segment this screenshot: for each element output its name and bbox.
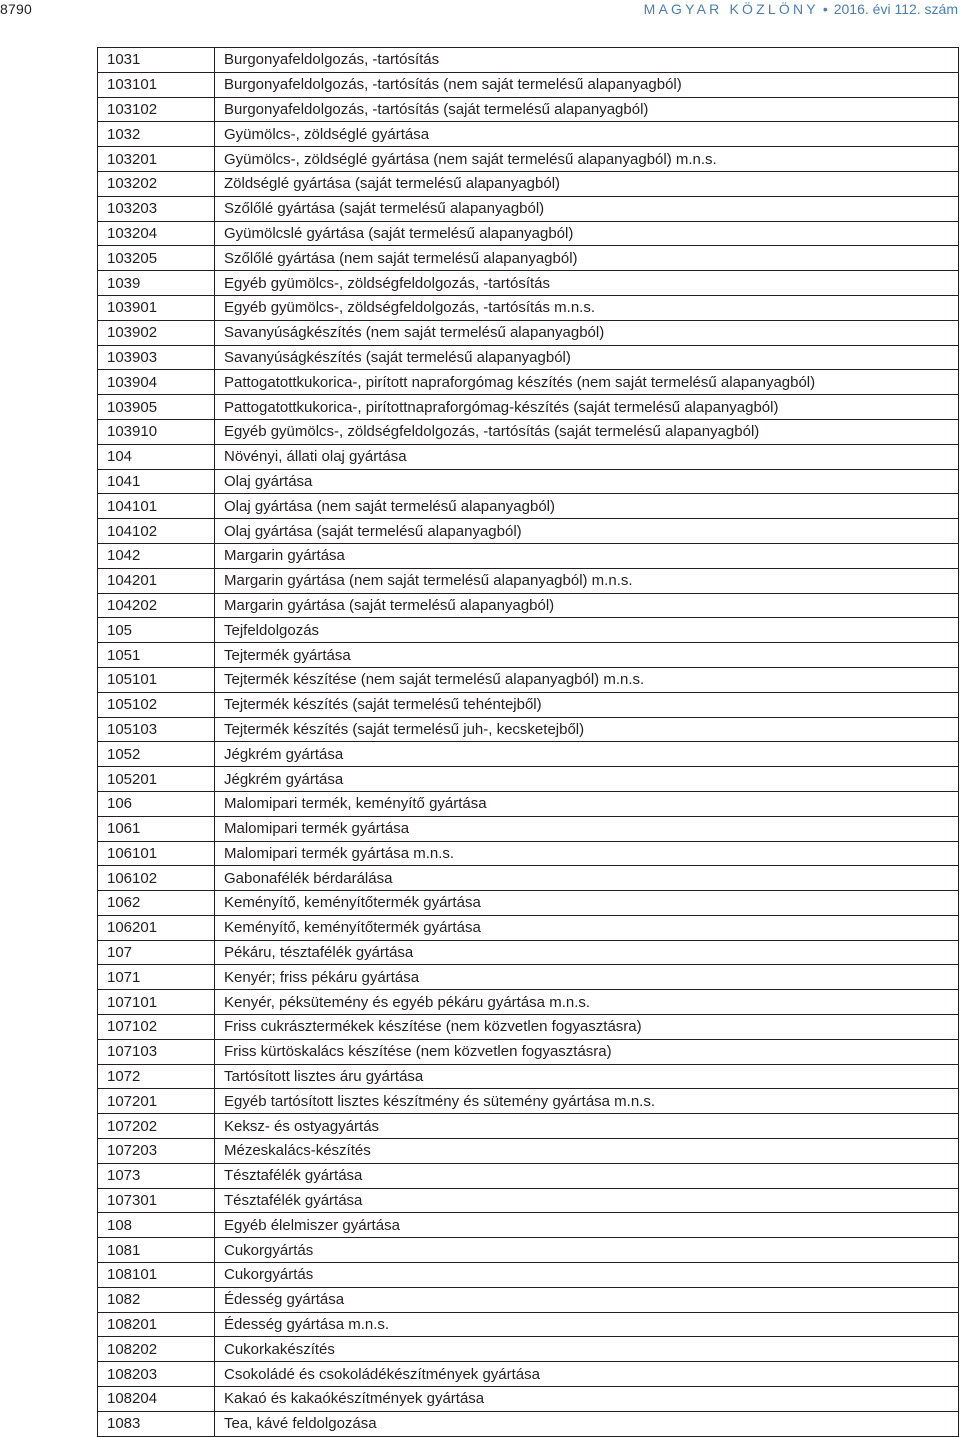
activity-description: Keményítő, keményítőtermék gyártása bbox=[215, 891, 959, 916]
table-row bbox=[98, 221, 959, 246]
activity-code: 105102 bbox=[98, 692, 215, 717]
activity-code: 108202 bbox=[98, 1337, 215, 1362]
table-row bbox=[98, 1163, 959, 1188]
table-row bbox=[98, 1089, 959, 1114]
activity-code: 105201 bbox=[98, 767, 215, 792]
table-row bbox=[98, 1114, 959, 1139]
table-row bbox=[98, 593, 959, 618]
bullet-separator: • bbox=[822, 1, 828, 17]
page-number: 8790 bbox=[0, 1, 32, 17]
table-row bbox=[98, 295, 959, 320]
table-row bbox=[98, 97, 959, 122]
running-title bbox=[644, 1, 958, 17]
activity-description: Malomipari termék gyártása bbox=[215, 816, 959, 841]
activity-description: Burgonyafeldolgozás, -tartósítás bbox=[215, 48, 959, 73]
activity-code: 107202 bbox=[98, 1114, 215, 1139]
activity-code: 107301 bbox=[98, 1188, 215, 1213]
table-row bbox=[98, 1287, 959, 1312]
table-row bbox=[98, 692, 959, 717]
activity-code: 103202 bbox=[98, 171, 215, 196]
table-row bbox=[98, 543, 959, 568]
table-row bbox=[98, 444, 959, 469]
table-row bbox=[98, 891, 959, 916]
table-row bbox=[98, 519, 959, 544]
activity-description: Egyéb tartósított lisztes készítmény és sütemény gyártása m.n.s. bbox=[215, 1089, 959, 1114]
activity-code: 107103 bbox=[98, 1039, 215, 1064]
activity-description: Friss cukrásztermékek készítése (nem közvetlen fogyasztásra) bbox=[215, 1015, 959, 1040]
table-row bbox=[98, 271, 959, 296]
activity-code: 103902 bbox=[98, 320, 215, 345]
activity-code: 1031 bbox=[98, 48, 215, 73]
table-row bbox=[98, 1064, 959, 1089]
activity-description: Gyümölcslé gyártása (saját termelésű alapanyagból) bbox=[215, 221, 959, 246]
table-row bbox=[98, 370, 959, 395]
activity-description: Tésztafélék gyártása bbox=[215, 1188, 959, 1213]
activity-code: 107201 bbox=[98, 1089, 215, 1114]
activity-description: Cukorgyártás bbox=[215, 1263, 959, 1288]
table-row bbox=[98, 1312, 959, 1337]
activity-description: Olaj gyártása (nem saját termelésű alapanyagból) bbox=[215, 494, 959, 519]
table-row bbox=[98, 742, 959, 767]
activity-code: 108 bbox=[98, 1213, 215, 1238]
activity-code: 1081 bbox=[98, 1238, 215, 1263]
activity-description: Tejfeldolgozás bbox=[215, 618, 959, 643]
activity-code: 1039 bbox=[98, 271, 215, 296]
activity-code: 1072 bbox=[98, 1064, 215, 1089]
activity-description: Jégkrém gyártása bbox=[215, 767, 959, 792]
activity-description: Kenyér, péksütemény és egyéb pékáru gyártása m.n.s. bbox=[215, 990, 959, 1015]
table-row bbox=[98, 915, 959, 940]
activity-code: 106201 bbox=[98, 915, 215, 940]
table-row bbox=[98, 990, 959, 1015]
activity-description: Savanyúságkészítés (nem saját termelésű alapanyagból) bbox=[215, 320, 959, 345]
activity-code: 106101 bbox=[98, 841, 215, 866]
activity-code: 1062 bbox=[98, 891, 215, 916]
table-row bbox=[98, 147, 959, 172]
table-row bbox=[98, 171, 959, 196]
activity-description: Kenyér; friss pékáru gyártása bbox=[215, 965, 959, 990]
table-row bbox=[98, 1015, 959, 1040]
table-row bbox=[98, 469, 959, 494]
activity-description: Tésztafélék gyártása bbox=[215, 1163, 959, 1188]
activity-code: 103204 bbox=[98, 221, 215, 246]
activity-code: 103905 bbox=[98, 395, 215, 420]
activity-code: 1071 bbox=[98, 965, 215, 990]
activity-code: 107101 bbox=[98, 990, 215, 1015]
activity-description: Zöldséglé gyártása (saját termelésű alapanyagból) bbox=[215, 171, 959, 196]
table-row bbox=[98, 1188, 959, 1213]
activity-code: 1051 bbox=[98, 643, 215, 668]
table-row bbox=[98, 494, 959, 519]
table-row bbox=[98, 965, 959, 990]
activity-description: Tejtermék gyártása bbox=[215, 643, 959, 668]
activity-description: Jégkrém gyártása bbox=[215, 742, 959, 767]
activity-description: Savanyúságkészítés (saját termelésű alapanyagból) bbox=[215, 345, 959, 370]
table-row bbox=[98, 841, 959, 866]
activity-code: 1082 bbox=[98, 1287, 215, 1312]
table-row bbox=[98, 643, 959, 668]
activity-description: Édesség gyártása bbox=[215, 1287, 959, 1312]
activity-code: 104 bbox=[98, 444, 215, 469]
activity-description: Malomipari termék, keményítő gyártása bbox=[215, 791, 959, 816]
activity-code: 1061 bbox=[98, 816, 215, 841]
table-row bbox=[98, 1337, 959, 1362]
activity-description: Szőlőlé gyártása (nem saját termelésű alapanyagból) bbox=[215, 246, 959, 271]
table-row bbox=[98, 1411, 959, 1436]
table-row bbox=[98, 717, 959, 742]
table-row bbox=[98, 568, 959, 593]
activity-description: Kakaó és kakaókészítmények gyártása bbox=[215, 1387, 959, 1412]
activity-code: 106 bbox=[98, 791, 215, 816]
activity-code: 105 bbox=[98, 618, 215, 643]
table-row bbox=[98, 72, 959, 97]
activity-code: 104201 bbox=[98, 568, 215, 593]
activity-code: 103203 bbox=[98, 196, 215, 221]
activity-description: Olaj gyártása bbox=[215, 469, 959, 494]
activity-description: Pékáru, tésztafélék gyártása bbox=[215, 940, 959, 965]
activity-code: 1073 bbox=[98, 1163, 215, 1188]
activity-description: Keksz- és ostyagyártás bbox=[215, 1114, 959, 1139]
activity-code: 103101 bbox=[98, 72, 215, 97]
activity-code: 103205 bbox=[98, 246, 215, 271]
activity-description: Margarin gyártása (nem saját termelésű alapanyagból) m.n.s. bbox=[215, 568, 959, 593]
activity-description: Tejtermék készítése (nem saját termelésű alapanyagból) m.n.s. bbox=[215, 667, 959, 692]
activity-code: 107 bbox=[98, 940, 215, 965]
table-row bbox=[98, 1238, 959, 1263]
activity-description: Tartósított lisztes áru gyártása bbox=[215, 1064, 959, 1089]
activity-description: Gyümölcs-, zöldséglé gyártása (nem saját termelésű alapanyagból) m.n.s. bbox=[215, 147, 959, 172]
activity-code: 104101 bbox=[98, 494, 215, 519]
activity-code: 107203 bbox=[98, 1139, 215, 1164]
activity-code: 1032 bbox=[98, 122, 215, 147]
table-row bbox=[98, 1263, 959, 1288]
table-row bbox=[98, 618, 959, 643]
table-row bbox=[98, 196, 959, 221]
activity-code: 103910 bbox=[98, 419, 215, 444]
activity-code: 1041 bbox=[98, 469, 215, 494]
table-row bbox=[98, 816, 959, 841]
activity-description: Gabonafélék bérdarálása bbox=[215, 866, 959, 891]
activity-code-table bbox=[97, 47, 959, 1437]
activity-code: 1083 bbox=[98, 1411, 215, 1436]
activity-code: 108203 bbox=[98, 1362, 215, 1387]
activity-code: 104102 bbox=[98, 519, 215, 544]
activity-description: Malomipari termék gyártása m.n.s. bbox=[215, 841, 959, 866]
activity-description: Keményítő, keményítőtermék gyártása bbox=[215, 915, 959, 940]
activity-description: Egyéb élelmiszer gyártása bbox=[215, 1213, 959, 1238]
page-header bbox=[0, 0, 960, 22]
activity-description: Burgonyafeldolgozás, -tartósítás (saját termelésű alapanyagból) bbox=[215, 97, 959, 122]
issue-label: 2016. évi 112. szám bbox=[833, 1, 958, 17]
table-row bbox=[98, 320, 959, 345]
activity-code: 104202 bbox=[98, 593, 215, 618]
activity-code: 1042 bbox=[98, 543, 215, 568]
activity-description: Egyéb gyümölcs-, zöldségfeldolgozás, -tartósítás bbox=[215, 271, 959, 296]
table-body bbox=[98, 48, 959, 1437]
table-row bbox=[98, 940, 959, 965]
activity-description: Szőlőlé gyártása (saját termelésű alapanyagból) bbox=[215, 196, 959, 221]
activity-description: Tea, kávé feldolgozása bbox=[215, 1411, 959, 1436]
table-row bbox=[98, 791, 959, 816]
activity-code: 105101 bbox=[98, 667, 215, 692]
activity-description: Margarin gyártása bbox=[215, 543, 959, 568]
activity-code: 106102 bbox=[98, 866, 215, 891]
activity-code: 103201 bbox=[98, 147, 215, 172]
activity-code: 108204 bbox=[98, 1387, 215, 1412]
activity-description: Friss kürtöskalács készítése (nem közvetlen fogyasztásra) bbox=[215, 1039, 959, 1064]
activity-description: Olaj gyártása (saját termelésű alapanyagból) bbox=[215, 519, 959, 544]
table-row bbox=[98, 1139, 959, 1164]
activity-description: Egyéb gyümölcs-, zöldségfeldolgozás, -tartósítás m.n.s. bbox=[215, 295, 959, 320]
activity-description: Tejtermék készítés (saját termelésű tehéntejből) bbox=[215, 692, 959, 717]
activity-description: Burgonyafeldolgozás, -tartósítás (nem saját termelésű alapanyagból) bbox=[215, 72, 959, 97]
activity-description: Cukorgyártás bbox=[215, 1238, 959, 1263]
activity-code: 108101 bbox=[98, 1263, 215, 1288]
table-row bbox=[98, 246, 959, 271]
activity-code: 103901 bbox=[98, 295, 215, 320]
activity-description: Növényi, állati olaj gyártása bbox=[215, 444, 959, 469]
table-row bbox=[98, 1039, 959, 1064]
activity-code: 103102 bbox=[98, 97, 215, 122]
activity-code: 107102 bbox=[98, 1015, 215, 1040]
activity-code: 1052 bbox=[98, 742, 215, 767]
activity-code: 108201 bbox=[98, 1312, 215, 1337]
activity-description: Egyéb gyümölcs-, zöldségfeldolgozás, -tartósítás (saját termelésű alapanyagból) bbox=[215, 419, 959, 444]
activity-description: Mézeskalács-készítés bbox=[215, 1139, 959, 1164]
table-row bbox=[98, 1213, 959, 1238]
activity-description: Édesség gyártása m.n.s. bbox=[215, 1312, 959, 1337]
activity-description: Cukorkakészítés bbox=[215, 1337, 959, 1362]
table-row bbox=[98, 1362, 959, 1387]
table-row bbox=[98, 767, 959, 792]
activity-code: 103903 bbox=[98, 345, 215, 370]
table-row bbox=[98, 395, 959, 420]
table-row bbox=[98, 1387, 959, 1412]
activity-description: Tejtermék készítés (saját termelésű juh-, kecsketejből) bbox=[215, 717, 959, 742]
table-row bbox=[98, 48, 959, 73]
activity-description: Gyümölcs-, zöldséglé gyártása bbox=[215, 122, 959, 147]
table-row bbox=[98, 667, 959, 692]
activity-description: Pattogatottkukorica-, pirítottnapraforgómag-készítés (saját termelésű alapanyagból) bbox=[215, 395, 959, 420]
journal-name: MAGYAR KÖZLÖNY bbox=[643, 1, 819, 17]
activity-description: Margarin gyártása (saját termelésű alapanyagból) bbox=[215, 593, 959, 618]
table-row bbox=[98, 345, 959, 370]
table-row bbox=[98, 122, 959, 147]
activity-description: Csokoládé és csokoládékészítmények gyártása bbox=[215, 1362, 959, 1387]
table-row bbox=[98, 866, 959, 891]
activity-code: 103904 bbox=[98, 370, 215, 395]
activity-code: 105103 bbox=[98, 717, 215, 742]
activity-description: Pattogatottkukorica-, pirított napraforgómag készítés (nem saját termelésű alapanyagból) bbox=[215, 370, 959, 395]
table-row bbox=[98, 419, 959, 444]
